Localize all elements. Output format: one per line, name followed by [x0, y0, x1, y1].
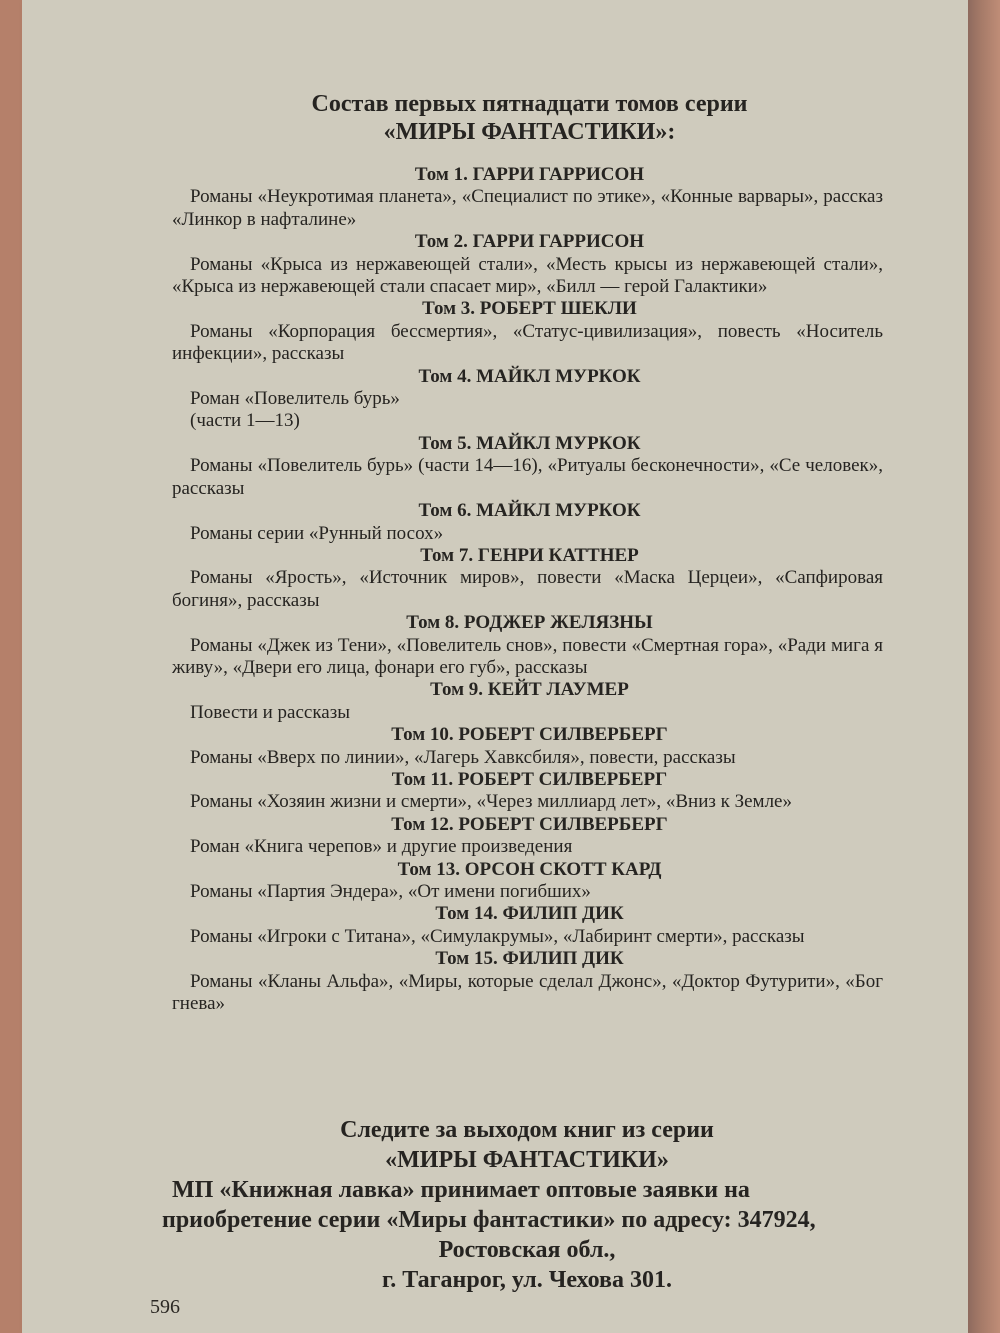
volume-works: Романы «Вверх по линии», «Лагерь Хавксбиля», повести, рассказы: [190, 746, 736, 768]
volume-entry: [172, 231, 887, 298]
volume-title: Том 8. РОДЖЕР ЖЕЛЯЗНЫ: [406, 612, 653, 634]
volume-works: Романы «Игроки с Титана», «Симулакрумы», «Лабиринт смерти», рассказы: [190, 925, 805, 947]
page-number: 596: [150, 1296, 180, 1318]
volume-title: Том 1. ГАРРИ ГАРРИСОН: [414, 164, 645, 185]
volume-works: Роман «Повелитель бурь»: [190, 388, 400, 410]
book-page: [22, 0, 970, 1333]
page-content: [172, 90, 887, 1015]
volume-entry: [172, 859, 887, 904]
volume-title: Том 5. МАЙКЛ МУРКОК: [418, 432, 641, 454]
volume-works: Романы «Ярость», «Источник миров», повести «Маска Церцеи», «Сапфировая богиня», рассказы: [172, 567, 883, 611]
volume-entry: [172, 433, 887, 500]
volume-title: Том 15. ФИЛИП ДИК: [435, 948, 624, 970]
adjacent-page-edge: [968, 0, 1000, 1333]
footer-line-2: «МИРЫ ФАНТАСТИКИ»: [385, 1147, 669, 1173]
volume-works: Романы «Крыса из нержавеющей стали», «Месть крысы из нержавеющей стали», «Крыса из нержавеющей стали спасает мир», «Билл — герой Галактики»: [172, 253, 883, 298]
volume-list: [172, 164, 887, 1015]
volume-entry: [172, 612, 887, 679]
volume-works: Романы «Джек из Тени», «Повелитель снов», повести «Смертная гора», «Ради мига я живу», «Двери его лица, фонари его губ», рассказы: [172, 634, 883, 678]
volume-entry: [172, 164, 887, 231]
volume-works: Повести и рассказы: [190, 701, 351, 723]
volume-entry: [172, 814, 887, 859]
volume-works-note: (части 1—13): [190, 410, 300, 432]
volume-title: Том 7. ГЕНРИ КАТТНЕР: [420, 544, 639, 566]
volume-entry: [172, 545, 887, 612]
volume-entry: [172, 948, 887, 1015]
volume-title: Том 9. КЕЙТ ЛАУМЕР: [430, 679, 629, 701]
volume-works: Романы «Повелитель бурь» (части 14—16), «Ритуалы бесконечности», «Се человек», рассказы: [172, 455, 883, 499]
footer-line-1: Следите за выходом книг из серии: [340, 1117, 714, 1143]
footer-region: Ростовская обл.,: [438, 1237, 616, 1263]
volume-works: Романы «Партия Эндера», «От имени погибших»: [190, 881, 591, 902]
volume-works: Романы «Неукротимая планета», «Специалист по этике», «Конные варвары», рассказ «Линкор в нафталине»: [172, 186, 883, 230]
volume-entry: [172, 903, 887, 948]
volume-entry: [172, 769, 887, 814]
volume-title: Том 2. ГАРРИ ГАРРИСОН: [414, 231, 645, 253]
volume-works: Романы «Хозяин жизни и смерти», «Через миллиард лет», «Вниз к Земле»: [190, 791, 792, 813]
volume-works: Романы серии «Рунный посох»: [190, 522, 444, 544]
volume-title: Том 10. РОБЕРТ СИЛВЕРБЕРГ: [391, 724, 668, 746]
heading-line-1: Состав первых пятнадцати томов серии: [311, 91, 748, 117]
footer-city-street: г. Таганрог, ул. Чехова 301.: [382, 1267, 672, 1293]
volume-works: Роман «Книга черепов» и другие произведения: [190, 836, 573, 858]
footer-address-text: МП «Книжная лавка» принимает оптовые заявки на приобретение серии «Миры фантастики» по адресу: 347924,: [162, 1177, 816, 1233]
footer-notice: [162, 1115, 892, 1295]
volume-works: Романы «Корпорация бессмертия», «Статус-цивилизация», повесть «Носитель инфекции», рассказы: [172, 320, 883, 365]
heading-line-2: «МИРЫ ФАНТАСТИКИ»:: [383, 119, 676, 145]
volume-title: Том 6. МАЙКЛ МУРКОК: [418, 500, 641, 522]
volume-entry: [172, 298, 887, 365]
volume-title: Том 4. МАЙКЛ МУРКОК: [418, 365, 641, 387]
volume-title: Том 12. РОБЕРТ СИЛВЕРБЕРГ: [391, 813, 668, 835]
volume-entry: [172, 500, 887, 545]
volume-title: Том 3. РОБЕРТ ШЕКЛИ: [422, 298, 637, 320]
volume-title: Том 14. ФИЛИП ДИК: [435, 903, 624, 925]
volume-title: Том 13. ОРСОН СКОТТ КАРД: [397, 858, 662, 880]
volume-entry: [172, 724, 887, 769]
volume-title: Том 11. РОБЕРТ СИЛВЕРБЕРГ: [391, 768, 668, 790]
volume-entry: [172, 366, 887, 433]
volume-entry: [172, 679, 887, 724]
volume-works: Романы «Кланы Альфа», «Миры, которые сделал Джонс», «Доктор Футурити», «Бог гнева»: [172, 970, 883, 1015]
